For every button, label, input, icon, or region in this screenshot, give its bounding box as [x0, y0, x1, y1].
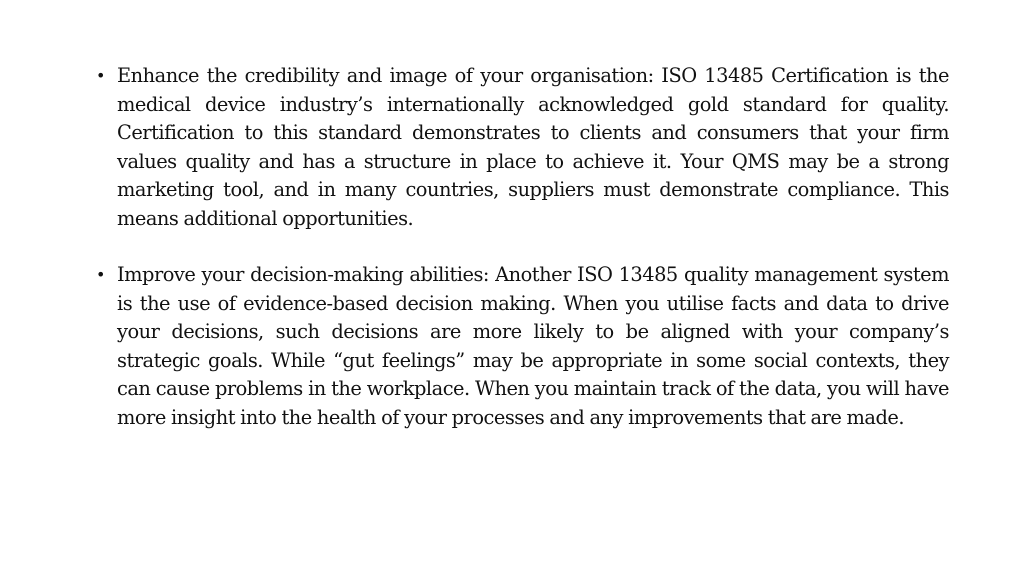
- bullet-text: Improve your decision-making abilities: Another ISO 13485 quality management system is the use of evidence-based decision making. When you utilise facts and data to drive your decisions, such decisions are more likely to be aligned with your company’s strategic goals. While “gut feelings” may be appropriate in some social contexts, they can cause problems in the workplace. When you maintain track of the data, you will have more insight into the health of your processes and any improvements that are made.: [117, 263, 949, 429]
- bullet-item-decision-making: [92, 261, 949, 432]
- bullet-list: [92, 62, 949, 460]
- bullet-item-credibility: [92, 62, 949, 233]
- bullet-text: Enhance the credibility and image of your organisation: ISO 13485 Certification is the medical device industry’s internationally acknowledged gold standard for quality. Certification to this standard demonstrates to clients and consumers that your firm values quality and has a structure in place to achieve it. Your QMS may be a strong marketing tool, and in many countries, suppliers must demonstrate compliance. This means additional opportunities.: [117, 64, 949, 230]
- bullet-icon: •: [96, 66, 105, 85]
- bullet-icon: •: [96, 265, 105, 284]
